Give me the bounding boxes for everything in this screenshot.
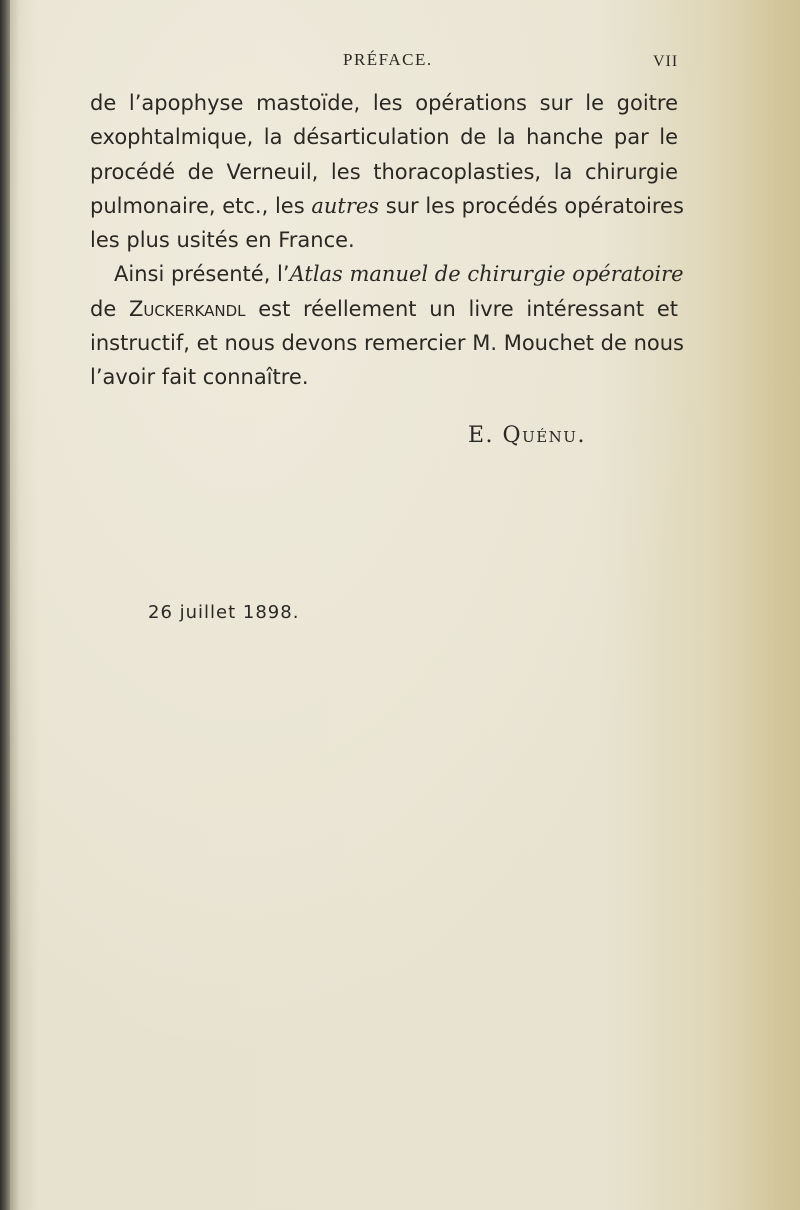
paragraph-2-line-4: l’avoir fait connaître. [90, 365, 309, 390]
running-head-title: PRÉFACE. [343, 50, 433, 69]
author-name-smallcaps: Zuckerkandl [128, 296, 246, 321]
body-text [90, 86, 684, 395]
running-head [0, 50, 800, 76]
signature-name: Quénu. [502, 423, 586, 448]
paragraph-2-line-1 [90, 257, 684, 291]
paragraph-2-line-1-start: Ainsi présenté, l’ [114, 262, 290, 287]
paragraph-2-line-3: instructif, et nous devons remercier M. Mouchet de nous [90, 331, 684, 356]
paragraph-2-line-2-start: de [90, 296, 129, 321]
paragraph-2-line-2-end: est réellement un livre intéressant et [245, 296, 678, 321]
page-binding-edge [0, 0, 10, 1210]
paragraph-1-line-4-start: pulmonaire, etc., les [90, 193, 312, 218]
paragraph-1-line-2: exophtalmique, la désarticulation de la hanche par le [90, 125, 678, 150]
paragraph-1-line-4-end: sur les procédés opératoires [379, 193, 684, 218]
paragraph-1-line-1: de l’apophyse mastoïde, les opérations sur le goitre [90, 91, 678, 115]
signature-initial: E. [468, 423, 503, 448]
paragraph-2-line-2 [90, 292, 678, 326]
paragraph-1-line-5: les plus usités en France. [90, 228, 355, 253]
date-line: 26 juillet 1898. [148, 602, 300, 623]
paragraph-1-italic-word: autres [311, 193, 380, 218]
signature [468, 423, 586, 448]
book-title-italic: Atlas manuel de chirurgie opératoire [289, 262, 684, 287]
paragraph-1-line-3: procédé de Verneuil, les thoracoplasties, la chirurgie [90, 159, 678, 184]
paragraph-1-line-4 [90, 189, 684, 223]
page-number: VII [653, 53, 679, 70]
